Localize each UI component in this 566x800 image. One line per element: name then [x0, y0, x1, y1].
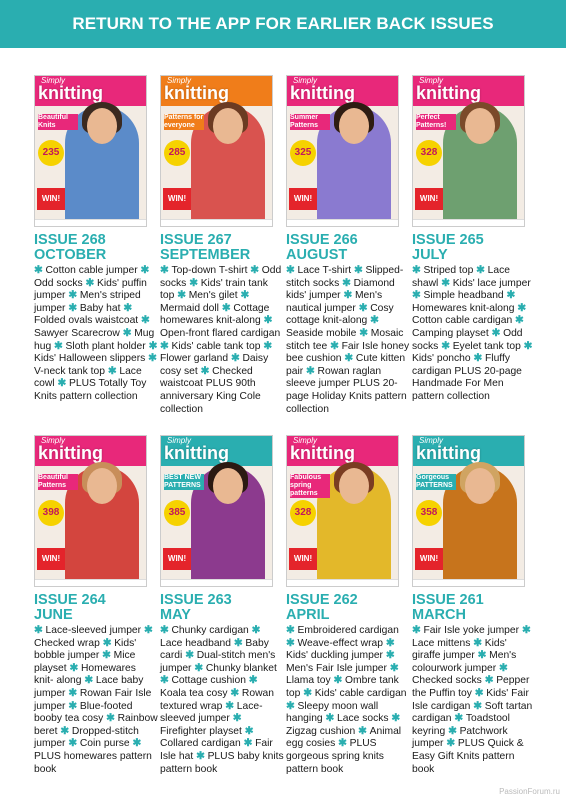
pattern-item: Lace mittens: [412, 637, 474, 649]
asterisk-icon: ✱: [474, 687, 487, 699]
cover-model-face: [213, 108, 243, 144]
asterisk-icon: ✱: [69, 662, 81, 674]
cover-tagline: Beautiful Patterns: [38, 474, 78, 490]
asterisk-icon: ✱: [232, 713, 242, 725]
pattern-item: Kids' bobble jumper: [34, 637, 137, 662]
asterisk-icon: ✱: [473, 353, 485, 365]
asterisk-icon: ✱: [84, 675, 96, 687]
cover-tagline: Summer Patterns: [290, 114, 330, 130]
asterisk-icon: ✱: [441, 340, 453, 352]
asterisk-icon: ✱: [102, 650, 114, 662]
cover-model-face: [339, 108, 369, 144]
cover-tagline: Gorgeous PATTERNS: [416, 474, 456, 490]
pattern-item: Kids' cable cardigan: [314, 687, 407, 699]
cover-win-badge: WIN!: [37, 188, 65, 210]
issue-contents: [160, 625, 284, 776]
issue-card[interactable]: [286, 435, 410, 776]
pattern-item: Lace headband: [160, 637, 234, 649]
cover-brand-prefix: Simply: [41, 436, 66, 445]
pattern-item: Chunky cardigan: [171, 625, 252, 636]
asterisk-icon: ✱: [523, 340, 533, 352]
asterisk-icon: ✱: [477, 650, 490, 662]
pattern-item: Animal egg cosies: [286, 725, 402, 750]
issue-card[interactable]: [286, 75, 410, 416]
cover-model-face: [87, 468, 117, 504]
pattern-item: Dropped-stitch jumper: [34, 725, 139, 750]
pattern-item: Cute kitten pair: [286, 353, 406, 377]
asterisk-icon: ✱: [358, 725, 370, 737]
asterisk-icon: ✱: [286, 637, 298, 649]
asterisk-icon: ✱: [189, 277, 201, 289]
pattern-item: Cotton cable jumper: [45, 265, 141, 276]
cover-model-face: [339, 468, 369, 504]
issue-title: [34, 233, 158, 263]
issue-month: OCTOBER: [34, 247, 107, 263]
asterisk-icon: ✱: [344, 353, 356, 365]
pattern-item: Rowan Fair Isle jumper: [34, 687, 152, 712]
cover-brand: knitting: [287, 76, 399, 106]
asterisk-icon: ✱: [185, 650, 197, 662]
pattern-item: Odd socks: [34, 277, 86, 289]
asterisk-icon: ✱: [240, 290, 250, 302]
issue-contents: [34, 265, 158, 404]
cover-pattern-count: 398: [38, 500, 64, 526]
pattern-item: Diamond kids' jumper: [286, 277, 395, 302]
issue-card[interactable]: [160, 75, 284, 416]
cover-brand: knitting: [287, 436, 399, 466]
asterisk-icon: ✱: [54, 340, 66, 352]
asterisk-icon: ✱: [250, 265, 262, 276]
pattern-item: PLUS gorgeous spring knits pattern book: [286, 738, 384, 775]
pattern-item: Odd socks: [160, 265, 282, 289]
cover-tagline: Fabulous spring patterns: [290, 474, 330, 498]
asterisk-icon: ✱: [306, 365, 318, 377]
pattern-item: Weave-effect wrap: [297, 637, 386, 649]
issue-card[interactable]: [34, 435, 158, 776]
issue-number: ISSUE 261: [412, 592, 484, 608]
cover-tagline: Patterns for everyone: [164, 114, 204, 129]
asterisk-icon: ✱: [106, 713, 118, 725]
pattern-item: Sawyer Scarecrow: [34, 327, 123, 339]
asterisk-icon: ✱: [123, 302, 132, 314]
pattern-item: Sloth plant holder: [65, 340, 149, 352]
cover-pattern-count: 328: [416, 140, 442, 166]
issue-contents: [286, 625, 410, 776]
cover-pattern-count: 285: [164, 140, 190, 166]
asterisk-icon: ✱: [196, 750, 208, 762]
cover-brand: knitting: [35, 436, 147, 466]
asterisk-icon: ✱: [286, 625, 298, 636]
asterisk-icon: ✱: [484, 675, 497, 687]
cover-brand-prefix: Simply: [419, 436, 444, 445]
pattern-item: Slipped-stitch socks: [286, 265, 404, 289]
asterisk-icon: ✱: [338, 738, 350, 750]
asterisk-icon: ✱: [517, 302, 526, 314]
asterisk-icon: ✱: [441, 277, 453, 289]
asterisk-icon: ✱: [140, 265, 150, 276]
pattern-item: Folded ovals waistcoat: [34, 315, 142, 327]
asterisk-icon: ✱: [160, 340, 172, 352]
cover-pattern-count: 235: [38, 140, 64, 166]
issue-contents: [286, 265, 410, 416]
pattern-item: Men's Fair Isle jumper: [286, 662, 390, 674]
cover-win-badge: WIN!: [163, 548, 191, 570]
banner-text: RETURN TO THE APP FOR EARLIER BACK ISSUES: [72, 14, 494, 33]
asterisk-icon: ✱: [243, 738, 256, 750]
asterisk-icon: ✱: [353, 265, 366, 276]
asterisk-icon: ✱: [233, 637, 246, 649]
pattern-item: Cosy cottage knit-along: [286, 302, 394, 327]
asterisk-icon: ✱: [412, 265, 424, 276]
issue-number: ISSUE 262: [286, 592, 358, 608]
pattern-item: Chunky blanket: [205, 662, 277, 674]
asterisk-icon: ✱: [160, 675, 172, 687]
pattern-item: Lace-sleeved jumper: [45, 625, 144, 636]
asterisk-icon: ✱: [143, 625, 153, 636]
pattern-item: Mosaic stitch tee: [286, 327, 404, 352]
asterisk-icon: ✱: [286, 265, 298, 276]
watermark: PassionForum.ru: [499, 787, 560, 796]
issue-month: MAY: [160, 607, 191, 623]
pattern-item: Open-front flared cardigan: [160, 327, 281, 339]
cover-tagline: Beautiful Knits: [38, 114, 78, 130]
pattern-item: Kids' Halloween slippers: [34, 353, 149, 365]
asterisk-icon: ✱: [263, 315, 273, 327]
issue-month: JUNE: [34, 607, 73, 623]
cover-win-badge: WIN!: [415, 548, 443, 570]
asterisk-icon: ✱: [448, 725, 460, 737]
pattern-item: Rainbow beret: [34, 713, 158, 737]
asterisk-icon: ✱: [303, 687, 315, 699]
asterisk-icon: ✱: [473, 700, 485, 712]
asterisk-icon: ✱: [34, 265, 46, 276]
cover-bottom-strip: [35, 579, 146, 586]
asterisk-icon: ✱: [515, 315, 524, 327]
cover-brand-prefix: Simply: [41, 76, 66, 85]
pattern-item: Kids' puffin jumper: [34, 277, 147, 302]
pattern-item: Mug hug: [34, 327, 155, 352]
cover-pattern-count: 328: [290, 500, 316, 526]
pattern-item: Fluffy cardigan PLUS 20-page Handmade For Men pattern collection: [412, 353, 522, 402]
pattern-item: Lace socks: [337, 713, 392, 725]
issue-contents: [34, 625, 158, 776]
pattern-item: PLUS baby knits pattern book: [160, 750, 284, 775]
pattern-item: Dual-stitch men's jumper: [160, 650, 276, 674]
asterisk-icon: ✱: [122, 327, 135, 339]
magazine-cover[interactable]: [34, 435, 147, 587]
issue-card[interactable]: [160, 435, 284, 776]
pattern-item: Checked socks: [412, 675, 485, 687]
cover-bottom-strip: [413, 579, 524, 586]
cover-brand: knitting: [413, 436, 525, 466]
issue-number: ISSUE 265: [412, 232, 484, 248]
issue-number: ISSUE 268: [34, 232, 106, 248]
pattern-item: Odd socks: [412, 327, 523, 352]
issue-number: ISSUE 264: [34, 592, 106, 608]
cover-brand: knitting: [161, 436, 273, 466]
pattern-item: Kids' duckling jumper: [286, 650, 386, 662]
asterisk-icon: ✱: [476, 265, 488, 276]
pattern-item: Rowan textured wrap: [160, 687, 274, 712]
issue-contents: [412, 625, 536, 776]
issue-number: ISSUE 263: [160, 592, 232, 608]
pattern-item: Kids' train tank top: [160, 277, 268, 302]
issue-contents: [412, 265, 536, 404]
pattern-item: Firefighter playset: [160, 725, 245, 737]
cover-brand: knitting: [35, 76, 147, 106]
cover-brand: knitting: [413, 76, 525, 106]
asterisk-icon: ✱: [325, 713, 338, 725]
asterisk-icon: ✱: [177, 290, 189, 302]
magazine-cover[interactable]: [160, 435, 273, 587]
asterisk-icon: ✱: [370, 315, 379, 327]
issue-month: APRIL: [286, 607, 330, 623]
magazine-cover[interactable]: [160, 75, 273, 227]
asterisk-icon: ✱: [343, 290, 355, 302]
pattern-item: Men's striped jumper: [34, 290, 141, 314]
issue-month: MARCH: [412, 607, 466, 623]
asterisk-icon: ✱: [412, 625, 424, 636]
pattern-item: Zigzag cushion: [286, 725, 359, 737]
asterisk-icon: ✱: [34, 625, 46, 636]
asterisk-icon: ✱: [251, 625, 261, 636]
cover-tagline: BEST NEW PATTERNS: [164, 474, 204, 490]
pattern-item: Baby hat: [79, 302, 124, 314]
cover-bottom-strip: [287, 579, 398, 586]
cover-brand-prefix: Simply: [167, 436, 192, 445]
pattern-item: Fair Isle honey bee cushion: [286, 340, 410, 365]
asterisk-icon: ✱: [330, 340, 342, 352]
pattern-item: Embroidered cardigan: [297, 625, 399, 636]
pattern-item: Men's gilet: [188, 290, 241, 302]
asterisk-icon: ✱: [194, 662, 206, 674]
pattern-item: PLUS Totally Toy Knits pattern collection: [34, 378, 147, 402]
pattern-item: Eyelet tank top: [452, 340, 524, 352]
asterisk-icon: ✱: [68, 290, 80, 302]
pattern-item: Lace baby jumper: [34, 675, 144, 699]
asterisk-icon: ✱: [148, 340, 158, 352]
asterisk-icon: ✱: [225, 700, 237, 712]
cover-win-badge: WIN!: [37, 548, 65, 570]
pattern-item: Baby cardi: [160, 637, 269, 662]
pattern-item: Lace shawl: [412, 265, 511, 289]
cover-brand-prefix: Simply: [293, 76, 318, 85]
asterisk-icon: ✱: [221, 302, 234, 314]
cover-model-face: [465, 108, 495, 144]
magazine-cover[interactable]: [286, 75, 399, 227]
issue-contents: [160, 265, 284, 416]
pattern-item: Mice playset: [34, 650, 136, 674]
issue-title: [412, 593, 536, 623]
pattern-item: Rowan raglan sleeve jumper PLUS 20-page Holiday Knits pattern collection: [286, 365, 407, 415]
pattern-item: PLUS homewares pattern book: [34, 750, 152, 775]
magazine-cover[interactable]: [412, 435, 525, 587]
pattern-item: Blue-footed booby tea cosy: [34, 700, 133, 725]
cover-brand: knitting: [161, 76, 273, 106]
issue-month: AUGUST: [286, 247, 348, 263]
asterisk-icon: ✱: [132, 738, 142, 750]
cover-pattern-count: 325: [290, 140, 316, 166]
pattern-item: Kids' poncho: [412, 353, 474, 365]
pattern-item: Kids' cable tank top: [171, 340, 264, 352]
asterisk-icon: ✱: [230, 353, 243, 365]
magazine-cover[interactable]: [34, 75, 147, 227]
pattern-item: Fair Isle yoke jumper: [423, 625, 522, 636]
asterisk-icon: ✱: [391, 713, 401, 725]
asterisk-icon: ✱: [385, 637, 395, 649]
pattern-item: Cottage homewares knit-along: [160, 302, 270, 327]
cover-model-face: [465, 468, 495, 504]
pattern-item: Collared cardigan: [160, 738, 244, 750]
pattern-item: Coin purse: [79, 738, 133, 750]
asterisk-icon: ✱: [141, 315, 150, 327]
issue-title: [160, 593, 284, 623]
issue-card[interactable]: [412, 75, 536, 404]
pattern-item: Llama toy: [286, 675, 334, 687]
pattern-item: Koala tea cosy: [160, 687, 231, 699]
pattern-item: Camping playset: [412, 327, 492, 339]
asterisk-icon: ✱: [446, 738, 458, 750]
asterisk-icon: ✱: [68, 302, 80, 314]
pattern-item: Checked wrap: [34, 637, 103, 649]
pattern-item: Homewares knit-along: [412, 302, 518, 314]
issue-month: JULY: [412, 247, 448, 263]
asterisk-icon: ✱: [412, 290, 424, 302]
asterisk-icon: ✱: [148, 353, 157, 365]
asterisk-icon: ✱: [358, 302, 371, 314]
magazine-cover[interactable]: [412, 75, 525, 227]
pattern-item: Flower garland: [160, 353, 231, 365]
pattern-item: Cottage cushion: [171, 675, 249, 687]
issue-title: [160, 233, 284, 263]
pattern-item: Lace T-shirt: [297, 265, 354, 276]
asterisk-icon: ✱: [68, 738, 80, 750]
pattern-item: Pepper the Puffin toy: [412, 675, 530, 699]
asterisk-icon: ✱: [102, 637, 115, 649]
cover-win-badge: WIN!: [289, 188, 317, 210]
issue-number: ISSUE 267: [160, 232, 232, 248]
cover-bottom-strip: [161, 219, 272, 226]
cover-brand-prefix: Simply: [293, 436, 318, 445]
pattern-item: Striped top: [423, 265, 477, 276]
cover-model-face: [213, 468, 243, 504]
issue-card[interactable]: [412, 435, 536, 776]
pattern-item: Checked waistcoat PLUS 90th anniversary King Cole collection: [160, 365, 261, 415]
pattern-item: Mermaid doll: [160, 302, 222, 314]
pattern-item: Kids' lace jumper: [452, 277, 531, 289]
pattern-item: Simple headband: [423, 290, 507, 302]
issue-title: [412, 233, 536, 263]
pattern-item: Ombre tank top: [286, 675, 399, 699]
cover-bottom-strip: [35, 219, 146, 226]
asterisk-icon: ✱: [200, 365, 213, 377]
pattern-item: Kids' Fair Isle cardigan: [412, 687, 529, 712]
asterisk-icon: ✱: [107, 365, 120, 377]
issue-number: ISSUE 266: [286, 232, 358, 248]
magazine-cover[interactable]: [286, 435, 399, 587]
cover-pattern-count: 358: [416, 500, 442, 526]
cover-win-badge: WIN!: [163, 188, 191, 210]
asterisk-icon: ✱: [230, 687, 242, 699]
pattern-item: Daisy cosy set: [160, 353, 269, 377]
asterisk-icon: ✱: [342, 277, 354, 289]
issue-title: [286, 593, 410, 623]
asterisk-icon: ✱: [85, 277, 98, 289]
asterisk-icon: ✱: [389, 662, 399, 674]
pattern-item: Fair Isle hat: [160, 738, 273, 762]
cover-pattern-count: 385: [164, 500, 190, 526]
asterisk-icon: ✱: [68, 687, 80, 699]
pattern-item: Top-down T-shirt: [171, 265, 251, 276]
pattern-item: Homewares knit- along: [34, 662, 136, 687]
asterisk-icon: ✱: [160, 265, 172, 276]
asterisk-icon: ✱: [506, 290, 516, 302]
cover-tagline: Perfect Patterns!: [416, 114, 456, 130]
asterisk-icon: ✱: [359, 327, 371, 339]
cover-model-face: [87, 108, 117, 144]
asterisk-icon: ✱: [57, 378, 69, 390]
asterisk-icon: ✱: [521, 625, 531, 636]
pattern-item: Men's nautical jumper: [286, 290, 383, 314]
pattern-item: Sleepy moon wall hanging: [286, 700, 379, 725]
cover-win-badge: WIN!: [415, 188, 443, 210]
cover-bottom-strip: [413, 219, 524, 226]
pattern-item: Patchwork jumper: [412, 725, 508, 750]
pattern-item: Soft tartan cardigan: [412, 700, 533, 725]
asterisk-icon: ✱: [491, 327, 504, 339]
asterisk-icon: ✱: [333, 675, 346, 687]
issue-month: SEPTEMBER: [160, 247, 251, 263]
asterisk-icon: ✱: [60, 725, 72, 737]
pattern-item: Men's colourwork jumper: [412, 650, 517, 674]
cover-win-badge: WIN!: [289, 548, 317, 570]
asterisk-icon: ✱: [385, 650, 395, 662]
pattern-item: V-neck tank top: [34, 365, 108, 377]
asterisk-icon: ✱: [248, 675, 258, 687]
asterisk-icon: ✱: [263, 340, 272, 352]
asterisk-icon: ✱: [473, 637, 485, 649]
cover-bottom-strip: [161, 579, 272, 586]
asterisk-icon: ✱: [160, 625, 172, 636]
pattern-item: Lace-sleeved jumper: [160, 700, 263, 725]
asterisk-icon: ✱: [498, 662, 508, 674]
asterisk-icon: ✱: [286, 700, 298, 712]
asterisk-icon: ✱: [68, 700, 80, 712]
asterisk-icon: ✱: [454, 713, 466, 725]
pattern-item: Seaside mobile: [286, 327, 360, 339]
pattern-item: Kids' giraffe jumper: [412, 637, 507, 662]
pattern-item: PLUS Quick & Easy Gift Knits pattern book: [412, 738, 524, 775]
cover-brand-prefix: Simply: [167, 76, 192, 85]
issue-title: [34, 593, 158, 623]
cover-brand-prefix: Simply: [419, 76, 444, 85]
asterisk-icon: ✱: [244, 725, 254, 737]
pattern-item: Toadstool keyring: [412, 713, 510, 737]
issue-title: [286, 233, 410, 263]
issue-card[interactable]: [34, 75, 158, 404]
pattern-item: Lace cowl: [34, 365, 142, 390]
pattern-item: Cotton cable cardigan: [412, 315, 516, 327]
cover-bottom-strip: [287, 219, 398, 226]
